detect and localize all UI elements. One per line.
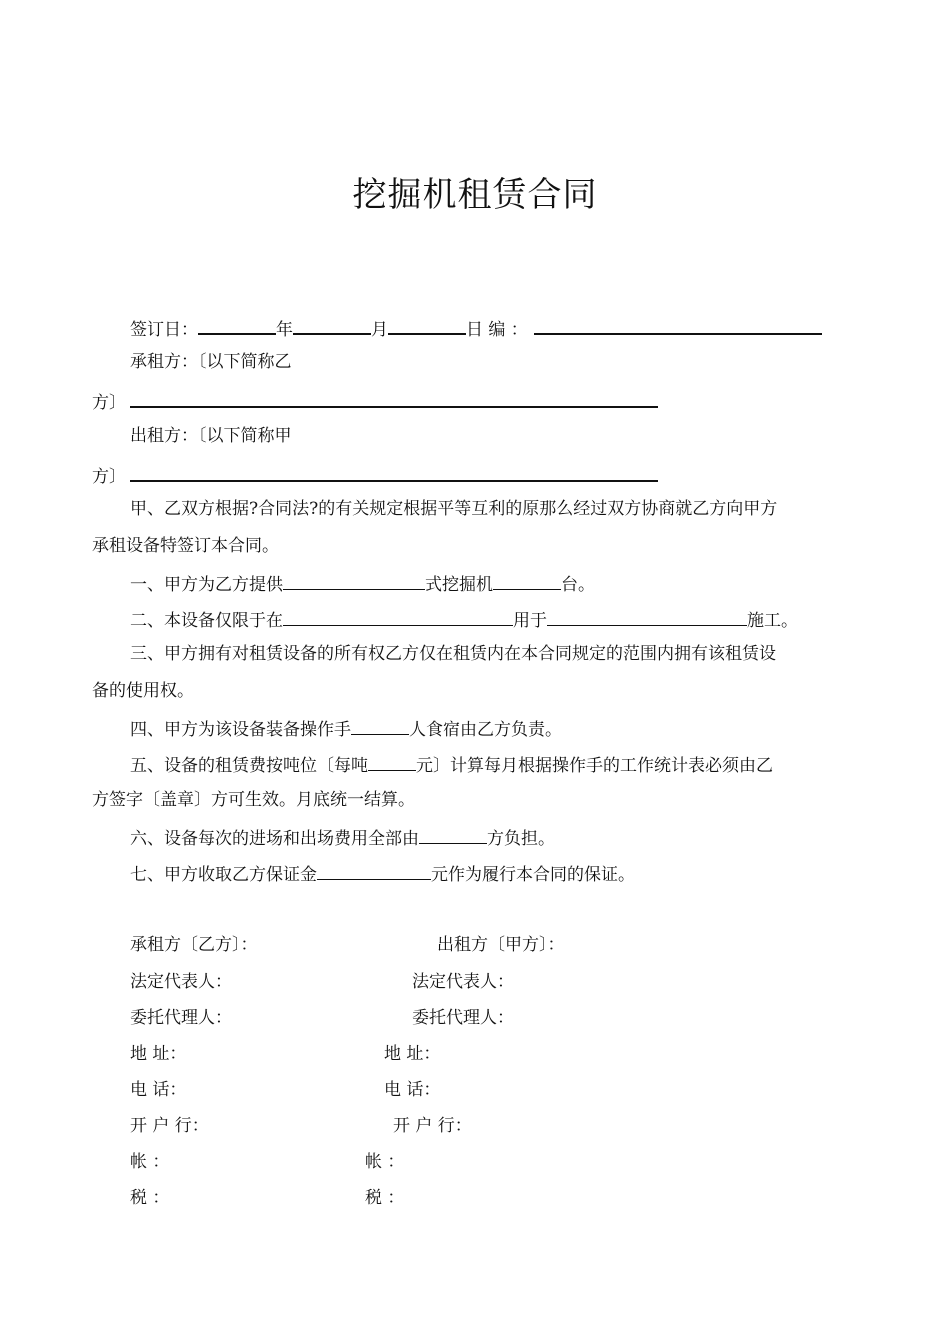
clause-6-text-b: 方负担。	[487, 829, 555, 849]
day-blank[interactable]	[388, 314, 466, 335]
right-tax-label: 税 ：	[365, 1188, 405, 1208]
clause-2-text-b: 用于	[513, 611, 547, 631]
right-address-label: 地 址：	[384, 1044, 441, 1064]
preamble-line-2: 承租设备特签订本合同。	[92, 536, 279, 556]
left-bank-label: 开 户 行：	[130, 1116, 209, 1136]
left-phone-label: 电 话：	[130, 1080, 187, 1100]
clause-5-text-a: 五、设备的租赁费按吨位〔每吨	[130, 756, 368, 776]
left-agent-label: 委托代理人：	[130, 1008, 232, 1028]
clause-1	[130, 570, 595, 597]
purpose-blank[interactable]	[547, 606, 747, 626]
lessor-name-row	[92, 461, 658, 489]
right-party-label: 出租方〔甲方〕：	[437, 935, 565, 955]
clause-4-text-b: 人食宿由乙方负责。	[409, 720, 562, 740]
month-blank[interactable]	[293, 314, 371, 335]
clause-7-text-b: 元作为履行本合同的保证。	[431, 865, 635, 885]
lessee-name-blank[interactable]	[130, 387, 658, 408]
fee-party-blank[interactable]	[419, 824, 487, 844]
clause-2	[130, 606, 798, 633]
clause-4	[130, 715, 562, 742]
lessor-label: 出租方：〔以下简称甲	[130, 426, 292, 446]
right-bank-label: 开 户 行：	[393, 1116, 472, 1136]
clause-2-text-a: 二、本设备仅限于在	[130, 611, 283, 631]
preamble-line-1: 甲、乙双方根据?合同法?的有关规定根据平等互利的原那么经过双方协商就乙方向甲方	[130, 499, 778, 519]
right-phone-label: 电 话：	[384, 1080, 441, 1100]
sign-date-row	[130, 314, 822, 342]
lessor-name-blank[interactable]	[130, 461, 658, 482]
left-address-label: 地 址：	[130, 1044, 187, 1064]
day-code-label: 日 编 ：	[466, 320, 528, 340]
location-blank[interactable]	[283, 606, 513, 626]
clause-4-text-a: 四、甲方为该设备装备操作手	[130, 720, 351, 740]
lessee-name-row	[92, 387, 658, 415]
lessee-label-row	[130, 350, 292, 374]
sign-date-label: 签订日：	[130, 320, 198, 340]
clause-3-line-1: 三、甲方拥有对租赁设备的所有权乙方仅在租赁内在本合同规定的范围内拥有该租赁设	[130, 644, 776, 664]
clause-1-text-c: 台。	[561, 575, 595, 595]
right-rep-label: 法定代表人：	[412, 972, 514, 992]
left-party-label: 承租方〔乙方〕：	[130, 935, 258, 955]
clause-6-text-a: 六、设备每次的进场和出场费用全部由	[130, 829, 419, 849]
clause-7	[130, 860, 635, 887]
year-blank[interactable]	[198, 314, 276, 335]
document-title: 挖掘机租赁合同	[352, 175, 598, 215]
left-tax-label: 税 ：	[130, 1188, 170, 1208]
lessee-label: 承租方：〔以下简称乙	[130, 352, 292, 372]
clause-6	[130, 824, 555, 851]
left-account-label: 帐 ：	[130, 1152, 170, 1172]
right-account-label: 帐 ：	[365, 1152, 405, 1172]
clause-3-line-2: 备的使用权。	[92, 681, 194, 701]
month-label: 月	[371, 320, 388, 340]
clause-5-line-1	[130, 751, 773, 778]
clause-1-text-a: 一、甲方为乙方提供	[130, 575, 283, 595]
clause-5-text-b: 元〕计算每月根据操作手的工作统计表必须由乙	[416, 756, 773, 776]
deposit-blank[interactable]	[317, 860, 431, 880]
contract-code-blank[interactable]	[534, 314, 822, 335]
price-per-ton-blank[interactable]	[368, 751, 416, 771]
operator-count-blank[interactable]	[351, 715, 409, 735]
clause-2-text-c: 施工。	[747, 611, 798, 631]
lessor-label-row	[130, 424, 292, 448]
excavator-count-blank[interactable]	[493, 570, 561, 590]
clause-7-text-a: 七、甲方收取乙方保证金	[130, 865, 317, 885]
left-rep-label: 法定代表人：	[130, 972, 232, 992]
excavator-model-blank[interactable]	[283, 570, 425, 590]
year-label: 年	[276, 320, 293, 340]
clause-5-line-2: 方签字〔盖章〕方可生效。月底统一结算。	[92, 790, 415, 810]
lessor-cont: 方〕	[92, 467, 126, 487]
clause-1-text-b: 式挖掘机	[425, 575, 493, 595]
lessee-cont: 方〕	[92, 393, 126, 413]
right-agent-label: 委托代理人：	[412, 1008, 514, 1028]
